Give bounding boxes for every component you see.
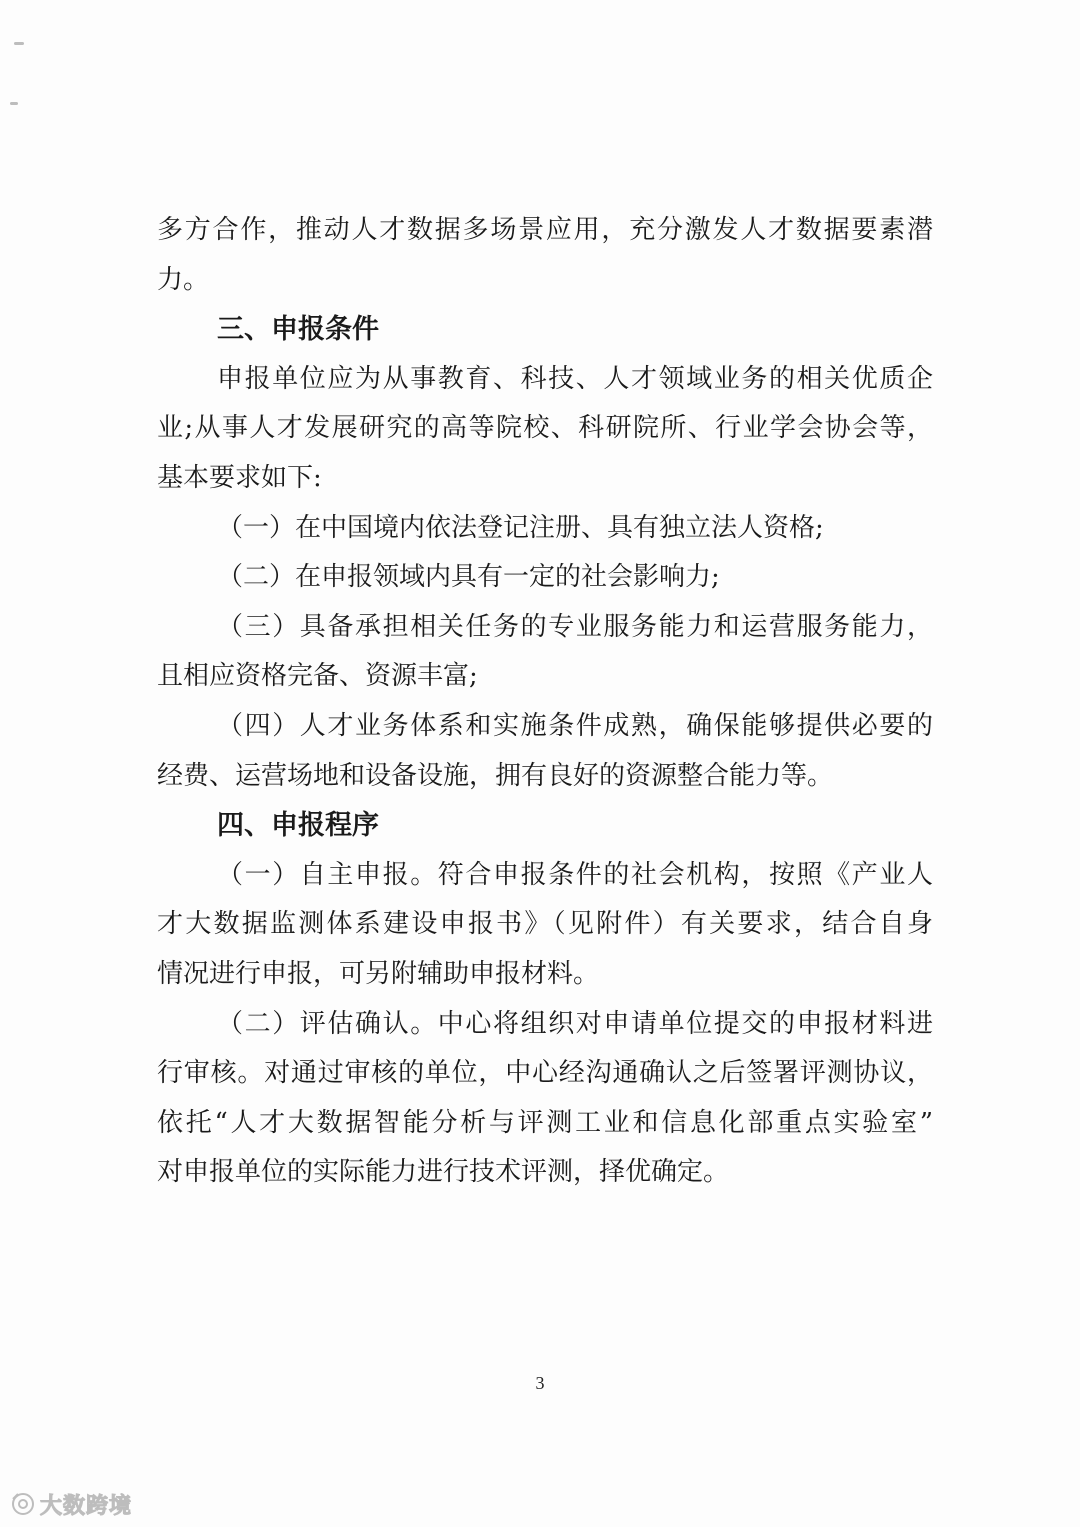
text-line: （一）自主申报。符合申报条件的社会机构，按照《产业人 xyxy=(217,859,933,890)
watermark xyxy=(10,1489,132,1519)
text-line: 业;从事人才发展研究的高等院校、科研院所、行业学会协会等， xyxy=(157,413,933,444)
list-item xyxy=(157,1000,933,1198)
text-line: 依托“人才大数据智能分析与评测工业和信息化部重点实验室” xyxy=(157,1107,933,1138)
document-body xyxy=(157,206,933,1198)
text-line: （一）在中国境内依法登记注册、具有独立法人资格; xyxy=(217,512,824,543)
page-number: 3 xyxy=(535,1373,545,1393)
text-line: （三）具备承担相关任务的专业服务能力和运营服务能力， xyxy=(217,611,933,642)
watermark-text: 大数跨境 xyxy=(40,1493,133,1519)
text-line: 经费、运营场地和设备设施，拥有良好的资源整合能力等。 xyxy=(157,760,834,791)
text-line: 才大数据监测体系建设申报书》（见附件）有关要求，结合自身 xyxy=(157,909,933,940)
scan-speck xyxy=(10,102,18,105)
list-item xyxy=(157,702,933,801)
text-line: 申报单位应为从事教育、科技、人才领域业务的相关优质企 xyxy=(217,363,933,394)
list-item xyxy=(157,603,933,702)
text-line: 基本要求如下: xyxy=(157,462,322,493)
text-line: （四）人才业务体系和实施条件成熟，确保能够提供必要的 xyxy=(217,710,933,741)
text-line: 行审核。对通过审核的单位，中心经沟通确认之后签署评测协议， xyxy=(157,1058,933,1089)
list-item xyxy=(157,553,933,603)
section-heading: 四、申报程序 xyxy=(217,810,379,842)
scan-speck xyxy=(14,42,24,45)
text-line: 且相应资格完备、资源丰富; xyxy=(157,661,478,692)
text-line: 对申报单位的实际能力进行技术评测，择优确定。 xyxy=(157,1157,730,1188)
paragraph xyxy=(157,355,933,504)
text-line: （二）评估确认。中心将组织对申请单位提交的申报材料进 xyxy=(217,1008,933,1039)
text-line: （二）在申报领域内具有一定的社会影响力; xyxy=(217,562,720,593)
list-item xyxy=(157,504,933,554)
paragraph xyxy=(157,206,933,305)
section-heading: 三、申报条件 xyxy=(217,314,379,346)
brand-logo-icon xyxy=(10,1491,36,1517)
text-line: 情况进行申报，可另附辅助申报材料。 xyxy=(157,958,600,989)
text-line: 力。 xyxy=(157,264,210,295)
list-item xyxy=(157,851,933,1000)
text-line: 多方合作，推动人才数据多场景应用，充分激发人才数据要素潜 xyxy=(157,215,933,245)
